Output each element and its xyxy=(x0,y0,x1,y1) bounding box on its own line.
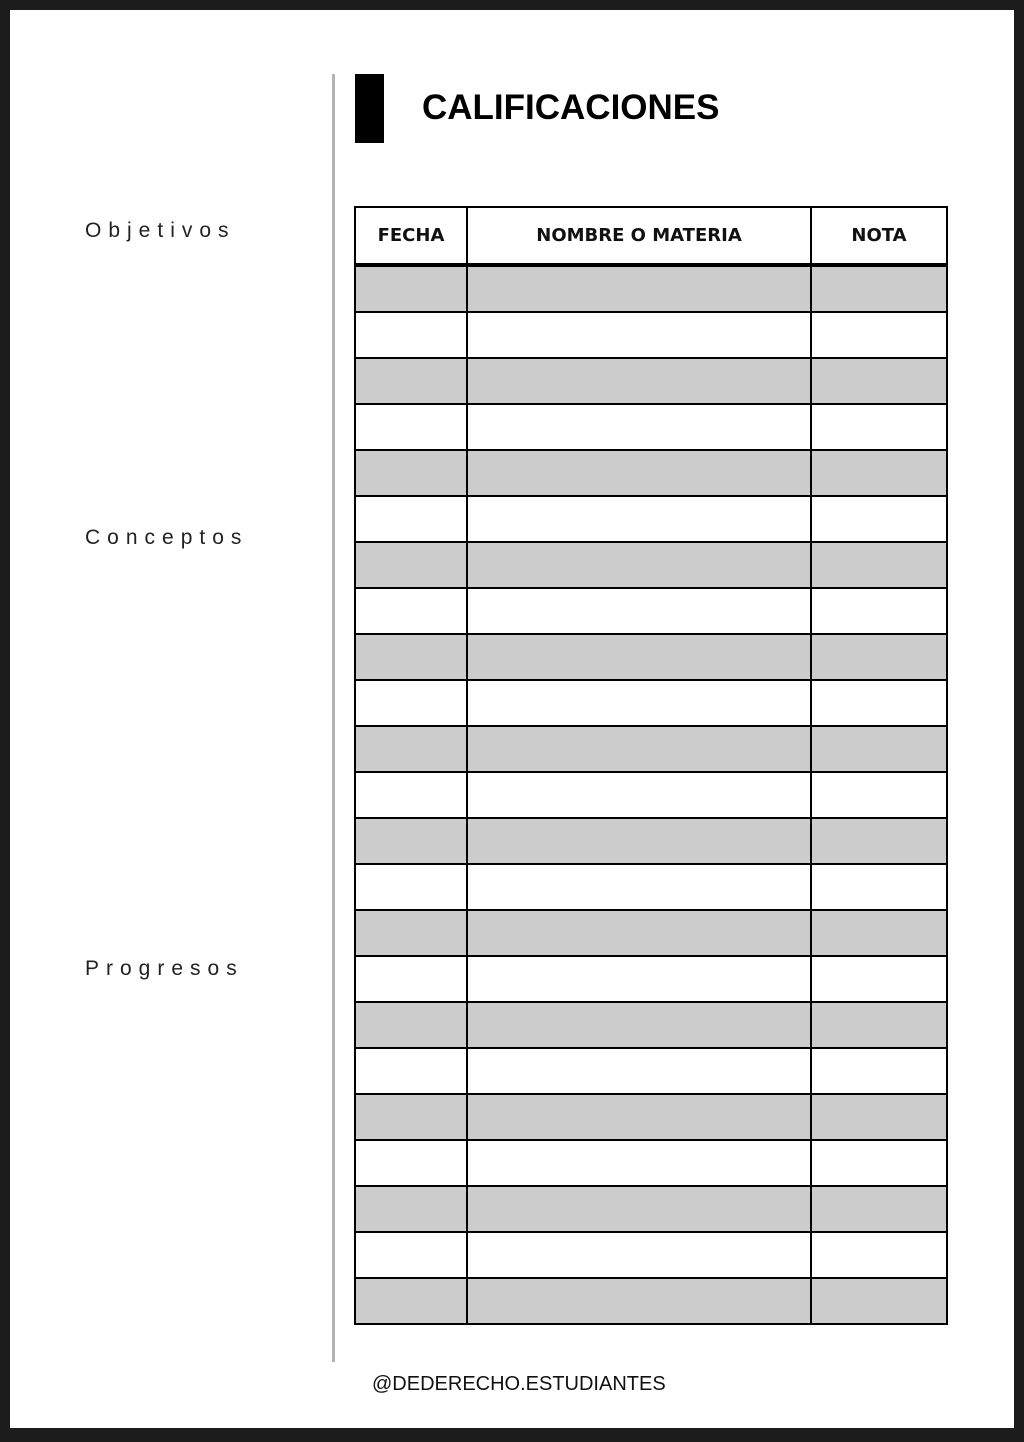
column-header-fecha: FECHA xyxy=(355,207,467,265)
table-row xyxy=(355,956,947,1002)
table-row xyxy=(355,1232,947,1278)
table-row xyxy=(355,726,947,772)
materia-cell[interactable] xyxy=(467,450,811,496)
nota-cell[interactable] xyxy=(811,358,947,404)
fecha-cell[interactable] xyxy=(355,450,467,496)
nota-cell[interactable] xyxy=(811,1278,947,1324)
materia-cell[interactable] xyxy=(467,818,811,864)
table-row xyxy=(355,910,947,956)
fecha-cell[interactable] xyxy=(355,1002,467,1048)
fecha-cell[interactable] xyxy=(355,910,467,956)
table-row xyxy=(355,772,947,818)
fecha-cell[interactable] xyxy=(355,726,467,772)
materia-cell[interactable] xyxy=(467,542,811,588)
materia-cell[interactable] xyxy=(467,1232,811,1278)
conceptos-label: Conceptos xyxy=(85,526,249,549)
materia-cell[interactable] xyxy=(467,358,811,404)
materia-cell[interactable] xyxy=(467,956,811,1002)
fecha-cell[interactable] xyxy=(355,634,467,680)
materia-cell[interactable] xyxy=(467,265,811,312)
materia-cell[interactable] xyxy=(467,864,811,910)
objetivos-label: Objetivos xyxy=(85,219,236,242)
fecha-cell[interactable] xyxy=(355,1232,467,1278)
table-row xyxy=(355,634,947,680)
table-row xyxy=(355,864,947,910)
nota-cell[interactable] xyxy=(811,312,947,358)
nota-cell[interactable] xyxy=(811,726,947,772)
nota-cell[interactable] xyxy=(811,1186,947,1232)
table-row xyxy=(355,496,947,542)
fecha-cell[interactable] xyxy=(355,1094,467,1140)
materia-cell[interactable] xyxy=(467,496,811,542)
table-row xyxy=(355,312,947,358)
materia-cell[interactable] xyxy=(467,1186,811,1232)
vertical-divider xyxy=(332,74,335,1362)
materia-cell[interactable] xyxy=(467,726,811,772)
table-row xyxy=(355,1048,947,1094)
fecha-cell[interactable] xyxy=(355,1140,467,1186)
materia-cell[interactable] xyxy=(467,312,811,358)
nota-cell[interactable] xyxy=(811,910,947,956)
nota-cell[interactable] xyxy=(811,772,947,818)
fecha-cell[interactable] xyxy=(355,588,467,634)
nota-cell[interactable] xyxy=(811,1094,947,1140)
fecha-cell[interactable] xyxy=(355,358,467,404)
materia-cell[interactable] xyxy=(467,680,811,726)
nota-cell[interactable] xyxy=(811,542,947,588)
nota-cell[interactable] xyxy=(811,265,947,312)
nota-cell[interactable] xyxy=(811,450,947,496)
materia-cell[interactable] xyxy=(467,588,811,634)
fecha-cell[interactable] xyxy=(355,680,467,726)
fecha-cell[interactable] xyxy=(355,265,467,312)
table-header-row xyxy=(355,207,947,265)
nota-cell[interactable] xyxy=(811,634,947,680)
table-row xyxy=(355,358,947,404)
table-row xyxy=(355,1278,947,1324)
grades-table-body xyxy=(355,265,947,1324)
nota-cell[interactable] xyxy=(811,496,947,542)
footer-handle: @DEDERECHO.ESTUDIANTES xyxy=(372,1373,666,1395)
nota-cell[interactable] xyxy=(811,680,947,726)
materia-cell[interactable] xyxy=(467,772,811,818)
materia-cell[interactable] xyxy=(467,1094,811,1140)
fecha-cell[interactable] xyxy=(355,542,467,588)
materia-cell[interactable] xyxy=(467,634,811,680)
table-row xyxy=(355,1002,947,1048)
materia-cell[interactable] xyxy=(467,1002,811,1048)
page-title: CALIFICACIONES xyxy=(422,88,720,127)
planner-page xyxy=(10,10,1014,1428)
fecha-cell[interactable] xyxy=(355,312,467,358)
fecha-cell[interactable] xyxy=(355,818,467,864)
table-row xyxy=(355,680,947,726)
materia-cell[interactable] xyxy=(467,1048,811,1094)
table-row xyxy=(355,404,947,450)
fecha-cell[interactable] xyxy=(355,404,467,450)
table-row xyxy=(355,450,947,496)
table-row xyxy=(355,1186,947,1232)
table-row xyxy=(355,588,947,634)
nota-cell[interactable] xyxy=(811,1232,947,1278)
nota-cell[interactable] xyxy=(811,404,947,450)
materia-cell[interactable] xyxy=(467,1140,811,1186)
table-row xyxy=(355,542,947,588)
nota-cell[interactable] xyxy=(811,1048,947,1094)
column-header-nombre: NOMBRE O MATERIA xyxy=(467,207,811,265)
fecha-cell[interactable] xyxy=(355,496,467,542)
fecha-cell[interactable] xyxy=(355,1278,467,1324)
table-row xyxy=(355,265,947,312)
fecha-cell[interactable] xyxy=(355,864,467,910)
title-accent-bar xyxy=(355,74,384,143)
materia-cell[interactable] xyxy=(467,910,811,956)
table-row xyxy=(355,1140,947,1186)
nota-cell[interactable] xyxy=(811,1002,947,1048)
table-row xyxy=(355,818,947,864)
table-row xyxy=(355,1094,947,1140)
column-header-nota: NOTA xyxy=(811,207,947,265)
fecha-cell[interactable] xyxy=(355,1048,467,1094)
materia-cell[interactable] xyxy=(467,1278,811,1324)
nota-cell[interactable] xyxy=(811,1140,947,1186)
progresos-label: Progresos xyxy=(85,957,244,980)
nota-cell[interactable] xyxy=(811,956,947,1002)
materia-cell[interactable] xyxy=(467,404,811,450)
grades-table xyxy=(354,206,948,1325)
nota-cell[interactable] xyxy=(811,864,947,910)
fecha-cell[interactable] xyxy=(355,772,467,818)
fecha-cell[interactable] xyxy=(355,956,467,1002)
fecha-cell[interactable] xyxy=(355,1186,467,1232)
nota-cell[interactable] xyxy=(811,818,947,864)
nota-cell[interactable] xyxy=(811,588,947,634)
